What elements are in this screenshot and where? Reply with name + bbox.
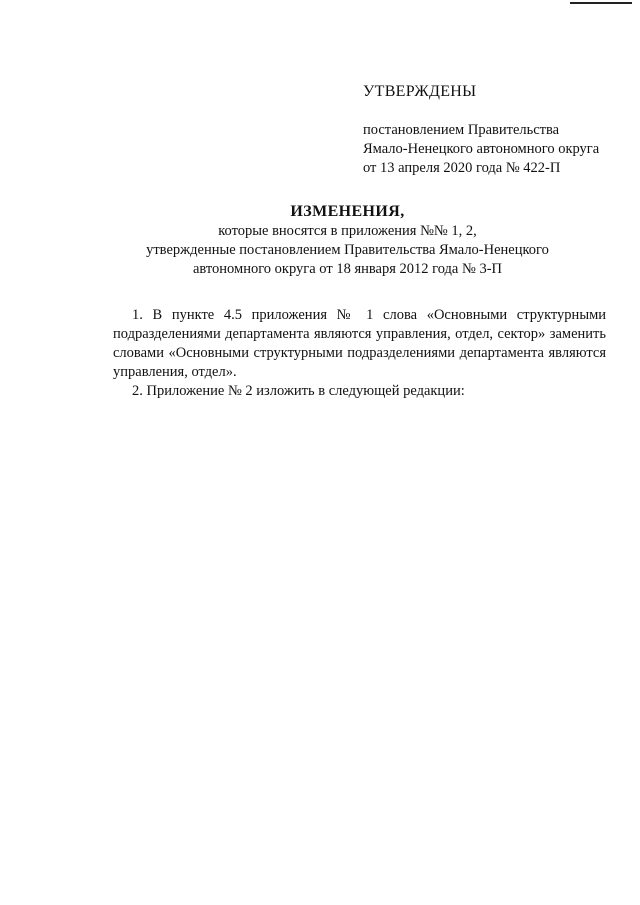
approval-block: [363, 82, 633, 178]
document-body: [113, 306, 606, 401]
approval-line-region: Ямало-Ненецкого автономного округа: [363, 141, 600, 157]
approval-line-date: от 13 апреля 2020 года № 422-П: [363, 160, 561, 176]
heading-line-resolution: автономного округа от 18 января 2012 года № 3-П: [192, 261, 502, 277]
approval-line-decree: постановлением Правительства: [363, 122, 560, 138]
heading-line-appendices: которые вносятся в приложения №№ 1, 2,: [218, 223, 477, 239]
top-edge-rule: [570, 2, 632, 4]
heading-title: ИЗМЕНЕНИЯ,: [290, 203, 405, 220]
approval-title: УТВЕРЖДЕНЫ: [363, 83, 477, 100]
heading-line-approved: утвержденные постановлением Правительства Ямало-Ненецкого: [146, 242, 549, 258]
paragraph-2: 2. Приложение № 2 изложить в следующей редакции:: [132, 383, 465, 399]
document-heading: [0, 202, 640, 279]
paragraph-1: 1. В пункте 4.5 приложения № 1 слова «Основными структурными подразделениями департамента являются управления, отдел, сектор» заменить словами «Основными структурными подразделениями департамента являются управления, отдел».: [113, 307, 606, 380]
